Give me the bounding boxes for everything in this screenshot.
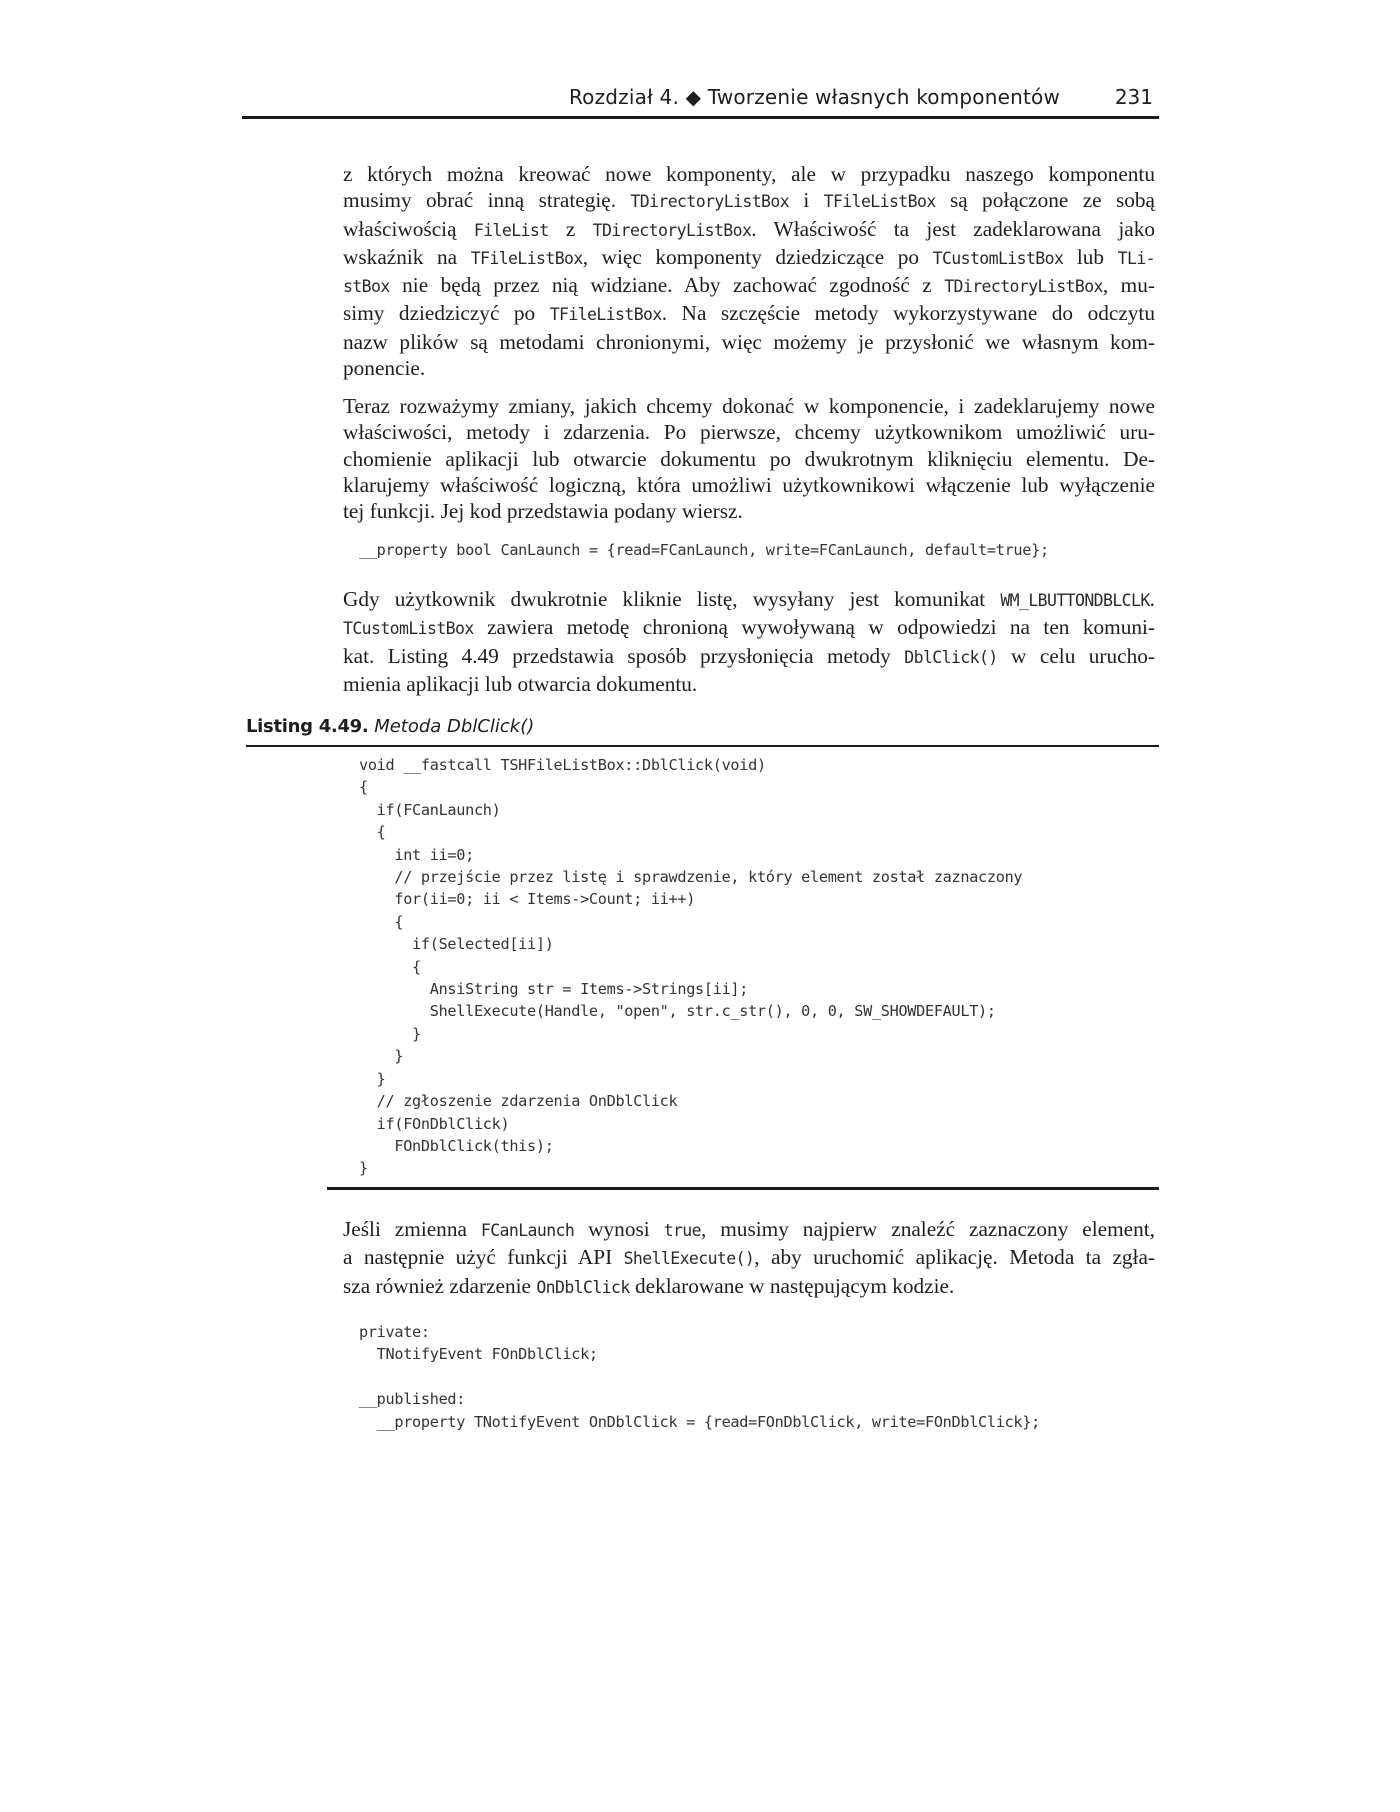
listing-title: Metoda DblClick() [374,716,535,737]
paragraph-3 [343,586,1155,697]
inline-code: TFileListBox [470,248,583,268]
inline-code: TDirectoryListBox [630,192,790,212]
inline-code: TLi- [1117,248,1155,268]
listing-caption [246,716,1159,747]
inline-code: true [663,1221,701,1240]
inline-code: TCustomListBox [932,248,1064,268]
text-line: stBox nie będą przez nią widziane. Aby zachować zgodność z TDirectoryListBox, mu- [343,273,1155,298]
text-line: TCustomListBox zawiera metodę chronioną wywoływaną w odpowiedzi na ten komuni- [343,615,1155,640]
inline-code: TCustomListBox [343,619,474,639]
text-line: a następnie użyć funkcji API ShellExecute(), aby uruchomić aplikację. Metoda ta zgła- [343,1245,1156,1270]
text-line: Gdy użytkownik dwukrotnie kliknie listę, wysyłany jest komunikat WM_LBUTTONDBLCLK. [343,587,1155,611]
text-line: właściwości, metody i zdarzenia. Po pierwsze, chcemy użytkownikom umożliwić uru- [343,420,1155,445]
inline-code: TFileListBox [549,305,662,325]
text-line: właściwością FileList z TDirectoryListBox. Właściwość ta jest zadeklarowana jako [343,216,1155,241]
text-line: z których można kreować nowe komponenty, ale w przypadku naszego komponentu [343,162,1155,186]
inline-code: FCanLaunch [480,1221,575,1240]
text-line: chomienie aplikacji lub otwarcie dokumentu po dwukrotnym kliknięciu elementu. De- [343,446,1155,471]
page-number: 231 [1114,85,1153,109]
text-line: kat. Listing 4.49 przedstawia sposób przysłonięcia metody DblClick() w celu urucho- [343,643,1156,668]
code-event-declaration: private: TNotifyEvent FOnDblClick; __published: __property TNotifyEvent OnDblClick = {read=FOnDblClick, write=FOnDblClick}; [359,1323,1040,1431]
inline-code: TDirectoryListBox [592,220,752,240]
inline-code: stBox [343,277,390,297]
inline-code: FileList [473,220,549,240]
text-line: Teraz rozważymy zmiany, jakich chcemy dokonać w komponencie, i zadeklarujemy nowe [343,394,1155,418]
text-line: ponencie. [343,356,426,381]
page-header [242,84,1159,119]
code-property-declaration: __property bool CanLaunch = {read=FCanLaunch, write=FCanLaunch, default=true}; [359,541,1049,559]
text-line: sza również zdarzenie OnDblClick deklarowane w następującym kodzie. [343,1273,955,1298]
text-line: simy dziedziczyć po TFileListBox. Na szczęście metody wykorzystywane do odczytu [343,301,1155,326]
paragraph-1 [343,161,1155,381]
inline-code: TDirectoryListBox [944,277,1103,297]
listing-number: Listing 4.49. [246,716,369,737]
paragraph-4 [343,1216,1155,1301]
inline-code: TFileListBox [823,192,936,212]
text-line: tej funkcji. Jej kod przedstawia podany wiersz. [343,499,743,524]
text-line: mienia aplikacji lub otwarcia dokumentu. [343,671,698,696]
listing-code: void __fastcall TSHFileListBox::DblClick(void) { if(FCanLaunch) { int ii=0; // przejście przez listę i sprawdzenie, który element został zaznaczony for(ii=0; ii < Items->Count; ii++) { if(Selected[ii]) { AnsiString str = Items->Strings[ii]; ShellExecute(Handle, "open", str.c_str(), 0, 0, SW_SHOWDEFAULT); } } } // zgłoszenie zdarzenia OnDblClick if(FOnDblClick) FOnDblClick(this); } [359,756,1023,1178]
paragraph-2 [343,393,1155,524]
inline-code: DblClick() [904,647,998,667]
text-line: Jeśli zmienna FCanLaunch wynosi true, musimy najpierw znaleźć zaznaczony element, [343,1217,1155,1241]
text-line: musimy obrać inną strategię. TDirectoryListBox i TFileListBox są połączone ze sobą [343,188,1155,213]
inline-code: OnDblClick [536,1277,630,1297]
inline-code: ShellExecute() [623,1249,755,1269]
text-line: nazw plików są metodami chronionymi, więc możemy je przysłonić we własnym kom- [343,329,1155,354]
listing-end-rule [327,1187,1159,1190]
text-line: klarujemy właściwość logiczną, która umożliwi użytkownikowi włączenie lub wyłączenie [343,472,1155,497]
running-title: Rozdział 4. ◆ Tworzenie własnych komponentów [568,85,1060,109]
inline-code: WM_LBUTTONDBLCLK [1000,591,1150,610]
text-line: wskaźnik na TFileListBox, więc komponenty dziedziczące po TCustomListBox lub TLi- [343,244,1155,269]
